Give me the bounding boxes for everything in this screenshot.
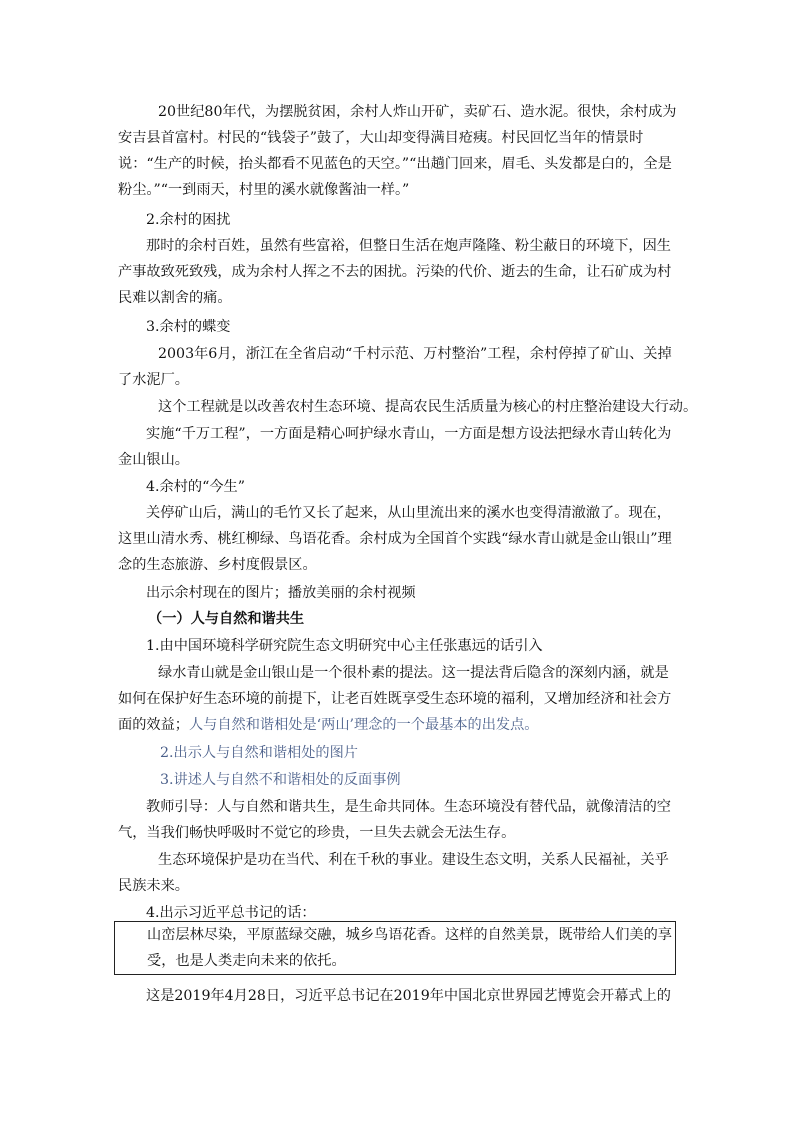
step-4-show-xi-quote: 4.出示习近平总书记的话： [146,905,316,921]
paragraph-yucun-today: 关停矿山后，满山的毛竹又长了起来，从山里流出来的溪水也变得清澈澈了。现在，这里山清水秀、桃红柳绿、鸟语花香。余村成为全国首个实践“绿水青山就是金山银山”理念的生态旅游、乡村度假景区。 [118,505,672,573]
paragraph-two-mountains: 实施“千万工程”，一方面是精心呵护绿水青山，一方面是想方设法把绿水青山转化为金山银山。 [118,426,672,468]
section-heading-harmony: （一）人与自然和谐共生 [148,611,305,627]
quote-text-highlight: 人与自然和谐相处是‘两山’理念的一个最基本的出发点。 [188,717,539,733]
step-3-negative-examples: 3.讲述人与自然不和谐相处的反面事例 [160,772,401,788]
heading-yucun-today: 4.余村的“今生” [146,479,245,495]
step-2-show-harmony-pictures: 2.出示人与自然和谐相处的图片 [160,745,358,761]
paragraph-project-definition: 这个工程就是以改善农村生态环境、提高农民生活质量为核心的村庄整治建设大行动。 [158,399,698,415]
quote-box [114,921,676,975]
paragraph-quote-context: 这是2019年4月28日，习近平总书记在2019年中国北京世界园艺博览会开幕式上的 [146,988,671,1004]
step-1-introduction: 1.由中国环境科学研究院生态文明研究中心主任张惠远的话引入 [146,638,543,654]
paragraph-project-launch: 2003年6月，浙江在全省启动“千村示范、万村整治”工程，余村停掉了矿山、关掉了水泥厂。 [118,346,672,388]
heading-yucun-transformation: 3.余村的蝶变 [146,319,231,335]
paragraph-teacher-guidance: 教师引导：人与自然和谐共生，是生命共同体。生态环境没有替代品，就像清洁的空气，当我们畅快呼吸时不觉它的珍贵，一旦失去就会无法生存。 [118,799,671,841]
paragraph-zhang-quote [118,660,678,738]
xi-quote-text: 山峦层林尽染，平原蓝绿交融，城乡鸟语花香。这样的自然美景，既带给人们美的享受，也是人类走向未来的依托。 [147,927,672,969]
quote-text-main: 绿水青山就是金山银山是一个很朴素的提法。这一提法背后隐含的深刻内涵，就是如何在保护好生态环境的前提下，让老百姓既享受生态环境的福利，又增加经济和社会方面的效益； [118,665,672,733]
paragraph-eco-protection: 生态环境保护是功在当代、利在千秋的事业。建设生态文明，关系人民福祉，关乎民族未来。 [118,852,669,894]
heading-yucun-trouble: 2.余村的困扰 [146,212,231,228]
paragraph-mining-history: 20世纪80年代，为摆脱贫困，余村人炸山开矿，卖矿石、造水泥。很快，余村成为安吉县首富村。村民的“钱袋子”鼓了，大山却变得满目疮痍。村民回忆当年的情景时说：“生产的时候，抬头都看不见蓝色的天空。”“出趟门回来，眉毛、头发都是白的，全是粉尘。”“一到雨天，村里的溪水就像酱油一样。” [118,104,677,198]
paragraph-yucun-trouble: 那时的余村百姓，虽然有些富裕，但整日生活在炮声隆隆、粉尘蔽日的环境下，因生产事故致死致残，成为余村人挥之不去的困扰。污染的代价、逝去的生命，让石矿成为村民难以割舍的痛。 [118,238,672,306]
paragraph-show-pictures: 出示余村现在的图片；播放美丽的余村视频 [146,585,416,601]
